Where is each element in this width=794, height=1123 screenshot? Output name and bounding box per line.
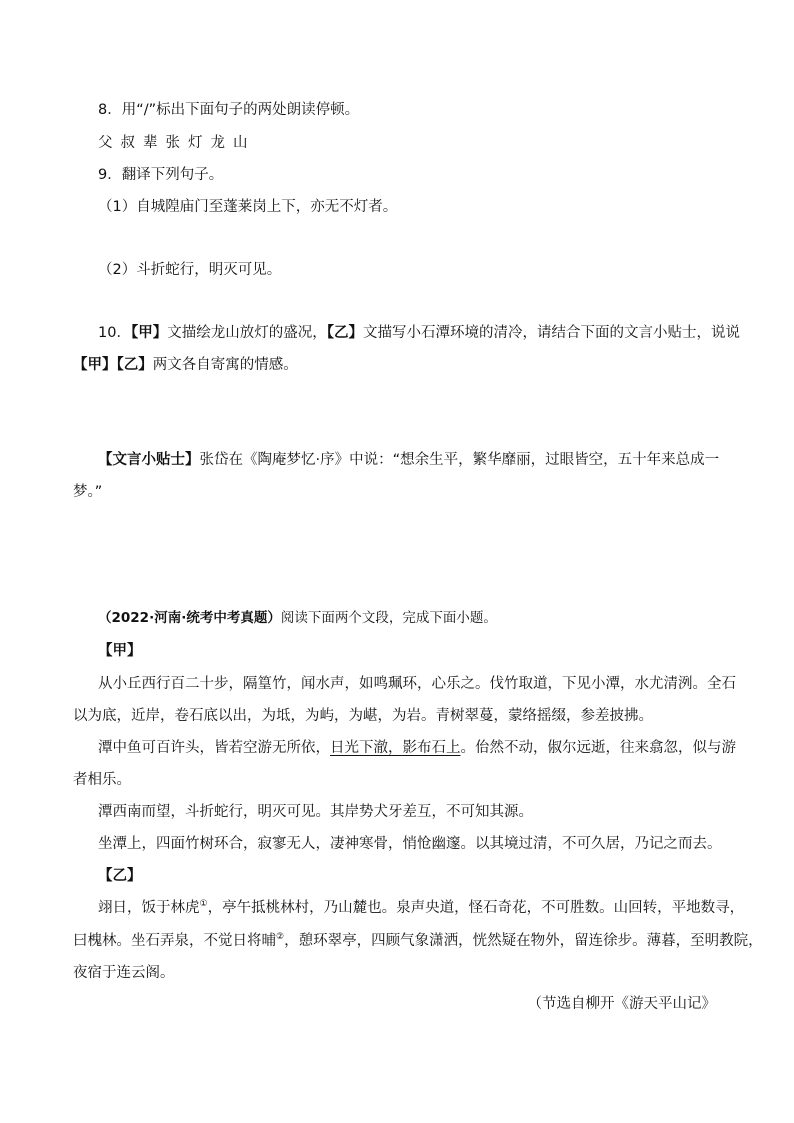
q10-number: 10． [98, 325, 131, 341]
q10-text-a: 文描绘龙山放灯的盛况， [167, 325, 327, 341]
tip-line-1 [98, 450, 719, 470]
passage-jia-p2-text-a: 潭中鱼可百许头，皆若空游无所依， [98, 740, 330, 756]
q10-line2-text: 两文各自寄寓的情感。 [152, 357, 298, 373]
q8-prompt: 8．用“/”标出下面句子的两处朗读停顿。 [98, 102, 360, 118]
tip-text: 张岱在《陶庵梦忆·序》中说：“想余生平，繁华靡丽，过眼皆空，五十年来总成一 [199, 452, 720, 468]
footnote-marker-2: ② [276, 932, 285, 942]
passage-yi-l1-text-a: 翊日，饭于林虎 [98, 900, 200, 916]
passage-jia-p2-text-b: 。佁然不动，俶尔远逝，往来翕忽，似与游 [460, 740, 736, 756]
passage-jia-p1-line-2: 以为底，近岸，卷石底以出，为坻，为屿，为嵁，为岩。青树翠蔓，蒙络摇缀，参差披拂。 [73, 708, 653, 724]
passage-yi-line-1 [98, 898, 744, 918]
passage-jia-header: 【甲】 [98, 643, 142, 659]
source-line [98, 608, 497, 628]
q10-tag-jia: 【甲】 [130, 325, 168, 341]
q10-text-b: 文描写小石潭环境的清冷，请结合下面的文言小贴士，说说 [362, 325, 740, 341]
tip-tag: 【文言小贴士】 [98, 452, 200, 468]
q10-tag-yi: 【乙】 [326, 325, 363, 341]
q10-line2-tags: 【甲】【乙】 [73, 357, 153, 373]
passage-jia-p4: 坐潭上，四面竹树环合，寂寥无人，凄神寒骨，悄怆幽邃。以其境过清，不可久居，乃记之而去。 [98, 836, 722, 852]
q8-sentence: 父叔辈张灯龙山 [98, 135, 256, 151]
passage-yi-l1-text-b: ，亭午抵桃林村，乃山麓也。泉声央道，怪石奇花，不可胜数。山回转，平地数寻， [207, 900, 745, 916]
passage-yi-line-3: 夜宿于连云阁。 [73, 965, 175, 981]
passage-yi-l2-text-a: 曰槐林。坐石弄泉，不觉日将晡 [73, 933, 276, 949]
passage-jia-p2-line-2: 者相乐。 [73, 772, 131, 788]
q9-prompt: 9．翻译下列句子。 [98, 167, 224, 183]
source-text: 阅读下面两个文段，完成下面小题。 [280, 610, 497, 626]
passage-yi-header: 【乙】 [98, 868, 142, 884]
passage-yi-line-2 [73, 931, 763, 951]
q9-item-2: （2）斗折蛇行，明灭可见。 [98, 262, 282, 278]
passage-jia-p3: 潭西南而望，斗折蛇行，明灭可见。其岸势犬牙差互，不可知其源。 [98, 804, 533, 820]
source-tag: （2022·河南·统考中考真题） [98, 610, 281, 626]
footnote-marker-1: ① [199, 899, 208, 909]
underlined-sentence: 日光下澈，影布石上 [330, 740, 461, 756]
q10-line-2 [73, 355, 298, 375]
passage-jia-p2-line-1 [98, 738, 736, 758]
q9-item-1: （1）自城隍庙门至蓬莱岗上下，亦无不灯者。 [98, 199, 398, 215]
q10-line-1 [98, 323, 740, 343]
passage-yi-citation: （节选自柳开《游天平山记》 [527, 996, 716, 1012]
passage-yi-l2-text-b: ，憩环翠亭，四顾气象潇洒，恍然疑在物外，留连徐步。薄暮，至明教院， [284, 933, 763, 949]
tip-line-2: 梦。” [73, 484, 103, 500]
passage-jia-p1-line-1: 从小丘西行百二十步，隔篁竹，闻水声，如鸣珮环，心乐之。伐竹取道，下见小潭，水尤清洌。全石 [98, 676, 736, 692]
